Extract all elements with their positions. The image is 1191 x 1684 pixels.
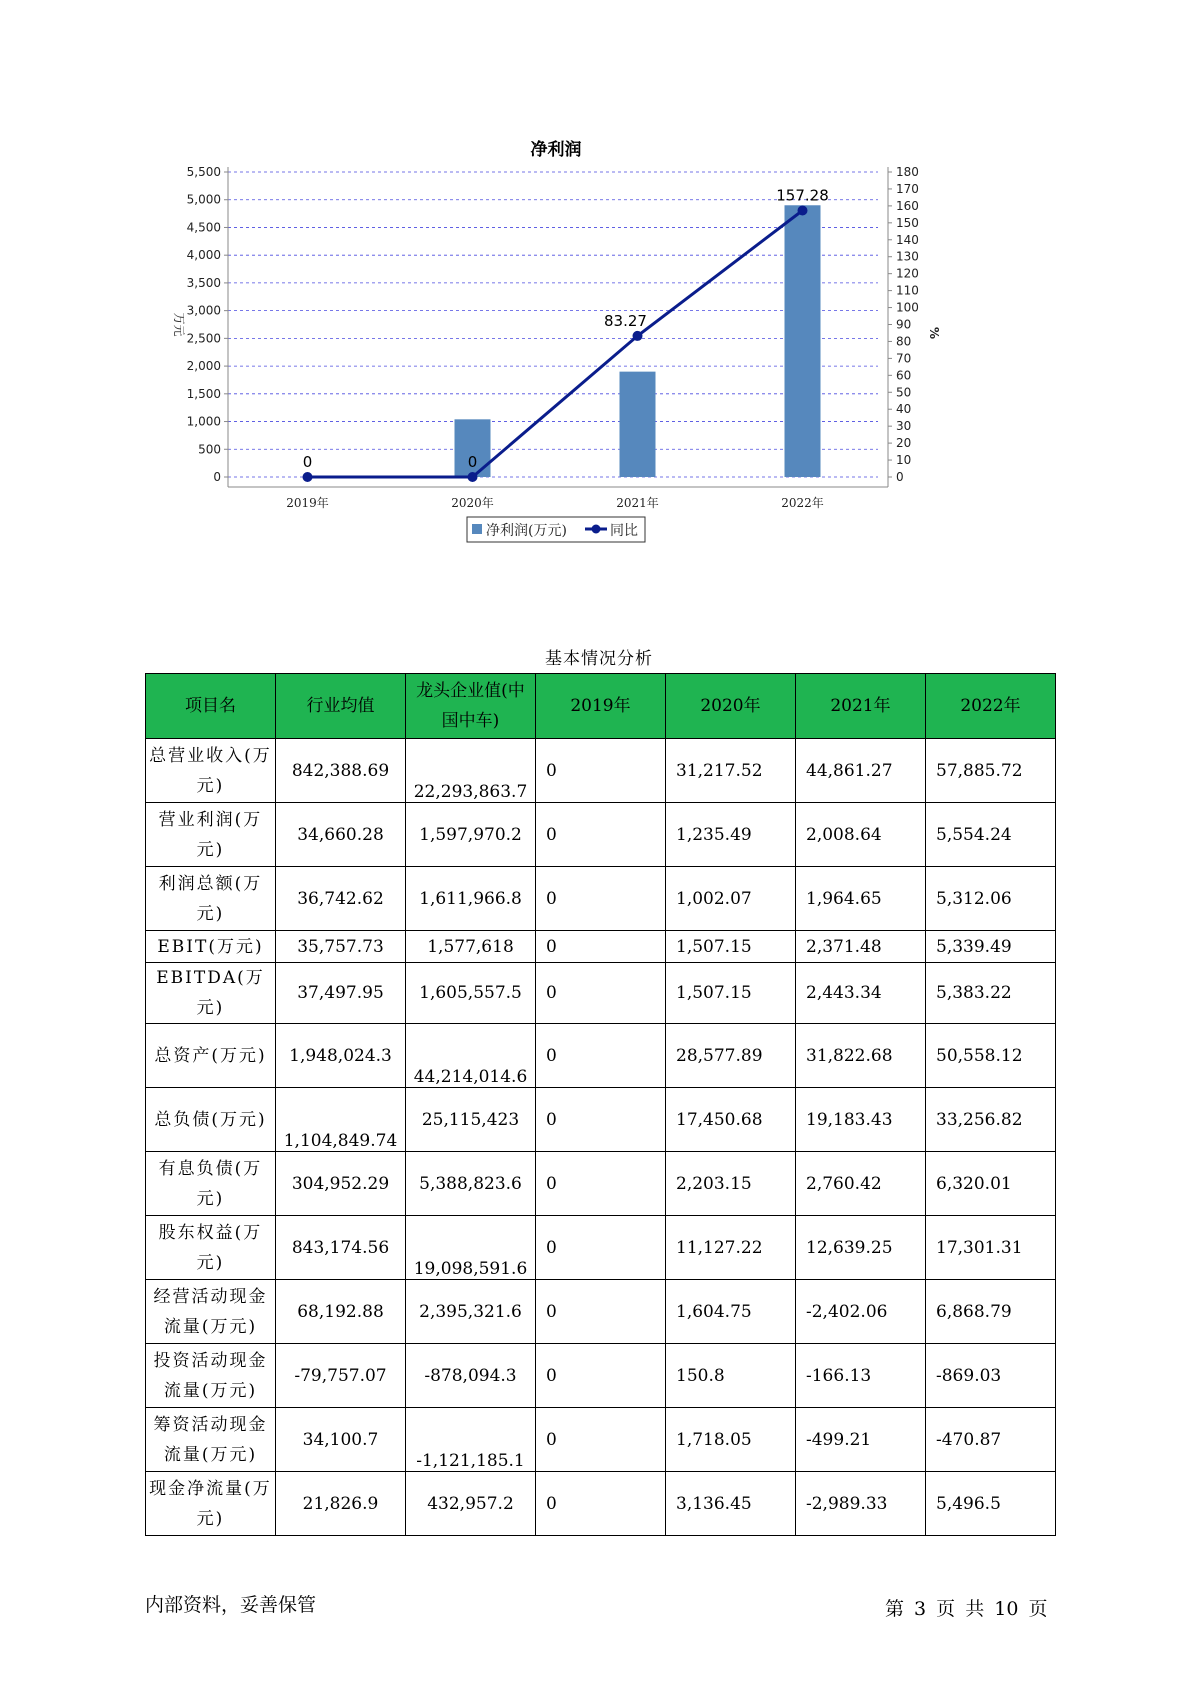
row-leader-value: 1,605,557.5 [406, 963, 536, 1024]
header-2022: 2022年 [926, 674, 1056, 739]
row-2020: 11,127.22 [666, 1216, 796, 1280]
data-label: 0 [302, 453, 313, 471]
y2-tick-label: 80 [896, 334, 912, 349]
header-leader: 龙头企业值(中国中车) [406, 674, 536, 739]
row-industry-avg: 843,174.56 [276, 1216, 406, 1280]
row-name: 营业利润(万元) [146, 803, 276, 867]
yoy-line [308, 210, 803, 477]
table-row [146, 867, 1056, 931]
y2-tick-label: 40 [896, 402, 912, 417]
table-row [146, 1152, 1056, 1216]
row-2021: 2,443.34 [796, 963, 926, 1024]
row-leader-value: 44,214,014.6 [406, 1024, 536, 1088]
footer-confidential: 内部资料，妥善保管 [145, 1594, 317, 1616]
y-tick-label: 3,500 [186, 275, 221, 290]
bar [785, 205, 821, 477]
row-leader-value: 25,115,423 [406, 1088, 536, 1152]
row-2022: 5,496.5 [926, 1472, 1056, 1536]
row-2019: 0 [536, 1152, 666, 1216]
y-tick-label: 5,000 [186, 192, 221, 207]
row-industry-avg: 34,660.28 [276, 803, 406, 867]
header-2019: 2019年 [536, 674, 666, 739]
row-2019: 0 [536, 739, 666, 803]
row-name: 经营活动现金流量(万元) [146, 1280, 276, 1344]
row-name: 投资活动现金流量(万元) [146, 1344, 276, 1408]
row-industry-avg: 1,104,849.74 [276, 1088, 406, 1152]
x-tick-label: 2019年 [286, 496, 329, 510]
row-2019: 0 [536, 1344, 666, 1408]
table-row [146, 1216, 1056, 1280]
row-leader-value: 1,597,970.2 [406, 803, 536, 867]
row-2019: 0 [536, 1280, 666, 1344]
row-leader-value: -878,094.3 [406, 1344, 536, 1408]
row-2021: 12,639.25 [796, 1216, 926, 1280]
row-2020: 1,507.15 [666, 931, 796, 963]
row-industry-avg: 36,742.62 [276, 867, 406, 931]
row-2020: 2,203.15 [666, 1152, 796, 1216]
row-2022: 5,554.24 [926, 803, 1056, 867]
row-2020: 1,235.49 [666, 803, 796, 867]
row-industry-avg: 68,192.88 [276, 1280, 406, 1344]
row-2019: 0 [536, 1472, 666, 1536]
row-2019: 0 [536, 803, 666, 867]
y2-tick-label: 20 [896, 436, 912, 451]
row-2021: -2,402.06 [796, 1280, 926, 1344]
row-name: 现金净流量(万元) [146, 1472, 276, 1536]
table-row [146, 803, 1056, 867]
row-leader-value: 432,957.2 [406, 1472, 536, 1536]
y2-tick-label: 0 [896, 470, 904, 484]
row-2019: 0 [536, 867, 666, 931]
row-leader-value: 19,098,591.6 [406, 1216, 536, 1280]
y-tick-label: 2,500 [186, 331, 221, 346]
y-tick-label: 5,500 [186, 165, 221, 179]
y-tick-label: 3,000 [186, 303, 221, 318]
header-2020: 2020年 [666, 674, 796, 739]
row-2022: 6,868.79 [926, 1280, 1056, 1344]
row-2021: 31,822.68 [796, 1024, 926, 1088]
row-industry-avg: 304,952.29 [276, 1152, 406, 1216]
y2-tick-label: 70 [896, 351, 912, 366]
table-row [146, 1088, 1056, 1152]
legend-bar-swatch [472, 524, 482, 534]
x-tick-label: 2022年 [781, 496, 824, 510]
bar [620, 372, 656, 477]
row-name: 有息负债(万元) [146, 1152, 276, 1216]
y-tick-label: 2,000 [186, 359, 221, 374]
y2-axis-label: % [927, 326, 941, 339]
chart-title: 净利润 [530, 140, 582, 160]
row-2022: -470.87 [926, 1408, 1056, 1472]
x-tick-label: 2020年 [451, 496, 494, 510]
row-2020: 1,718.05 [666, 1408, 796, 1472]
basic-analysis-table [145, 673, 1056, 1536]
row-2021: 2,760.42 [796, 1152, 926, 1216]
row-2019: 0 [536, 1088, 666, 1152]
row-name: 总资产(万元) [146, 1024, 276, 1088]
row-2019: 0 [536, 1408, 666, 1472]
row-2021: 44,861.27 [796, 739, 926, 803]
row-2019: 0 [536, 963, 666, 1024]
table-row [146, 1024, 1056, 1088]
row-leader-value: 5,388,823.6 [406, 1152, 536, 1216]
y2-tick-label: 90 [896, 317, 912, 332]
row-2022: 33,256.82 [926, 1088, 1056, 1152]
row-name: EBIT(万元) [146, 931, 276, 963]
row-2022: 17,301.31 [926, 1216, 1056, 1280]
row-2021: -2,989.33 [796, 1472, 926, 1536]
header-name: 项目名 [146, 674, 276, 739]
row-2020: 31,217.52 [666, 739, 796, 803]
y2-tick-label: 50 [896, 385, 912, 400]
y2-tick-label: 110 [896, 283, 919, 298]
table-row [146, 1344, 1056, 1408]
row-name: 利润总额(万元) [146, 867, 276, 931]
row-leader-value: 22,293,863.7 [406, 739, 536, 803]
row-2019: 0 [536, 1216, 666, 1280]
row-industry-avg: 35,757.73 [276, 931, 406, 963]
y-tick-label: 500 [198, 442, 221, 457]
row-2021: 2,371.48 [796, 931, 926, 963]
y-tick-label: 1,500 [186, 386, 221, 401]
row-leader-value: 2,395,321.6 [406, 1280, 536, 1344]
table-row [146, 963, 1056, 1024]
row-industry-avg: 842,388.69 [276, 739, 406, 803]
y-tick-label: 0 [213, 470, 221, 484]
x-tick-label: 2021年 [616, 496, 659, 510]
row-industry-avg: 34,100.7 [276, 1408, 406, 1472]
row-2020: 3,136.45 [666, 1472, 796, 1536]
row-2022: 50,558.12 [926, 1024, 1056, 1088]
row-2020: 17,450.68 [666, 1088, 796, 1152]
row-name: 筹资活动现金流量(万元) [146, 1408, 276, 1472]
row-2021: -166.13 [796, 1344, 926, 1408]
footer-page-number: 第 3 页 共 10 页 [885, 1598, 1048, 1620]
table-header-row [146, 674, 1056, 739]
row-name: 股东权益(万元) [146, 1216, 276, 1280]
y-tick-label: 1,000 [186, 414, 221, 429]
yoy-point [303, 472, 313, 482]
row-2022: 6,320.01 [926, 1152, 1056, 1216]
y2-tick-label: 160 [896, 198, 919, 213]
row-industry-avg: 37,497.95 [276, 963, 406, 1024]
row-2022: -869.03 [926, 1344, 1056, 1408]
table-row [146, 931, 1056, 963]
y2-tick-label: 180 [896, 165, 919, 179]
row-leader-value: 1,611,966.8 [406, 867, 536, 931]
header-avg: 行业均值 [276, 674, 406, 739]
y2-tick-label: 100 [896, 300, 919, 315]
row-2021: 19,183.43 [796, 1088, 926, 1152]
table-row [146, 1408, 1056, 1472]
row-industry-avg: -79,757.07 [276, 1344, 406, 1408]
row-industry-avg: 1,948,024.3 [276, 1024, 406, 1088]
table-title: 基本情况分析 [545, 649, 653, 669]
yoy-point [468, 472, 478, 482]
yoy-point [633, 331, 643, 341]
yoy-point [798, 205, 808, 215]
y2-tick-label: 60 [896, 368, 912, 383]
y2-tick-label: 120 [896, 266, 919, 281]
legend-bar-label: 净利润(万元) [486, 523, 567, 539]
header-2021: 2021年 [796, 674, 926, 739]
row-2022: 5,339.49 [926, 931, 1056, 963]
y2-tick-label: 10 [896, 453, 912, 468]
y-axis-label: 万元 [172, 312, 186, 337]
row-2020: 28,577.89 [666, 1024, 796, 1088]
net-profit-chart [145, 135, 1045, 595]
row-2022: 5,312.06 [926, 867, 1056, 931]
y2-tick-label: 130 [896, 249, 919, 264]
data-label: 0 [467, 453, 478, 471]
row-2020: 1,604.75 [666, 1280, 796, 1344]
row-2021: 1,964.65 [796, 867, 926, 931]
row-name: EBITDA(万元) [146, 963, 276, 1024]
table-row [146, 739, 1056, 803]
y-tick-label: 4,000 [186, 248, 221, 263]
y2-tick-label: 150 [896, 215, 919, 230]
legend-line-label: 同比 [610, 523, 638, 539]
legend-line-marker [592, 525, 601, 534]
row-2019: 0 [536, 1024, 666, 1088]
y-tick-label: 4,500 [186, 220, 221, 235]
row-2022: 5,383.22 [926, 963, 1056, 1024]
row-2020: 150.8 [666, 1344, 796, 1408]
row-2020: 1,002.07 [666, 867, 796, 931]
row-2022: 57,885.72 [926, 739, 1056, 803]
y2-tick-label: 140 [896, 232, 919, 247]
table-row [146, 1280, 1056, 1344]
row-leader-value: -1,121,185.1 [406, 1408, 536, 1472]
y2-tick-label: 170 [896, 181, 919, 196]
row-leader-value: 1,577,618 [406, 931, 536, 963]
y2-tick-label: 30 [896, 419, 912, 434]
table-row [146, 1472, 1056, 1536]
row-name: 总负债(万元) [146, 1088, 276, 1152]
chart-svg [145, 135, 1045, 595]
row-2019: 0 [536, 931, 666, 963]
data-label: 83.27 [604, 311, 647, 330]
row-industry-avg: 21,826.9 [276, 1472, 406, 1536]
row-2020: 1,507.15 [666, 963, 796, 1024]
data-label: 157.28 [776, 186, 829, 205]
row-2021: -499.21 [796, 1408, 926, 1472]
row-2021: 2,008.64 [796, 803, 926, 867]
row-name: 总营业收入(万元) [146, 739, 276, 803]
